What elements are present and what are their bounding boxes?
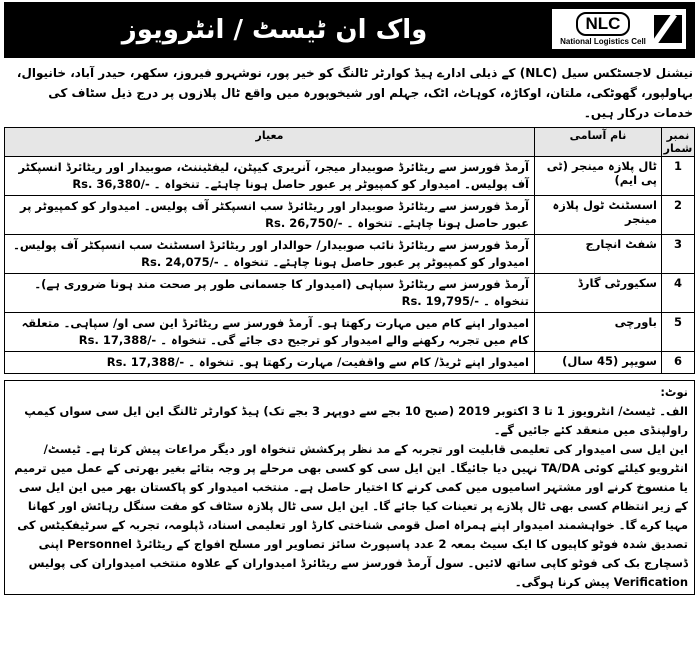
table-row <box>5 352 695 374</box>
table-row <box>5 157 695 196</box>
row-num: 5 <box>662 313 695 352</box>
row-salary: Rs. 19,795/- <box>401 294 480 308</box>
row-criteria <box>5 352 535 374</box>
logo-acronym: NLC <box>576 12 631 36</box>
row-post: سکیورٹی گارڈ <box>535 274 662 313</box>
row-post: سویپر (45 سال) <box>535 352 662 374</box>
nlc-logo <box>551 8 687 50</box>
table-row <box>5 235 695 274</box>
row-salary: Rs. 26,750/- <box>265 216 343 230</box>
row-num: 2 <box>662 196 695 235</box>
row-post: اسسٹنٹ ٹول پلازہ مینجر <box>535 196 662 235</box>
row-criteria <box>5 274 535 313</box>
row-salary: Rs. 24,075/- <box>141 255 219 269</box>
page-title: واک ان ٹیسٹ / انٹرویوز <box>121 15 428 45</box>
row-criteria <box>5 235 535 274</box>
row-desc: آرمڈ فورسز سے ریٹائرڈ صوبیدار میجر، آنریری کیپٹن، لیفٹیننٹ، صوبیدار اور ریٹائرڈ انسپکٹر آف پولیس۔ امیدوار کو کمپیوٹر پر عبور حاصل ہونا چاہئے۔ تنخواہ ۔ <box>18 160 529 191</box>
row-desc: آرمڈ فورسز سے ریٹائرڈ نائب صوبیدار/ حوالدار اور ریٹائرڈ اسسٹنٹ سب انسپکٹر آف پولیس۔ امیدوار کو کمپیوٹر پر عبور حاصل ہونا چاہئے۔ تنخواہ ۔ <box>13 238 529 269</box>
row-desc: آرمڈ فورسز سے ریٹائرڈ سپاہی (امیدوار کا جسمانی طور پر صحت مند ہونا ضروری ہے)۔ تنخواہ ۔ <box>34 277 529 308</box>
notes-title: نوٹ: <box>660 385 688 399</box>
row-desc: امیدوار اپنے ٹریڈ/ کام سے واقفیت/ مہارت رکھتا ہو۔ تنخواہ ۔ <box>188 355 529 369</box>
row-num: 4 <box>662 274 695 313</box>
header-banner <box>4 2 695 58</box>
notes-box <box>4 380 695 595</box>
row-salary: Rs. 36,380/- <box>72 177 150 191</box>
logo-subtitle: National Logistics Cell <box>560 37 646 46</box>
notes-line: این ایل سی امیدوار کی تعلیمی قابلیت اور تجربہ کے مد نظر پرکشش تنخواہ اور دیگر مراعات پیش کرتا ہے۔ ٹیسٹ/ انٹرویو کیلئے کوئی TA/DA نہیں دیا جائیگا۔ این ایل سی کو کسی بھی مرحلے پر وجہ بتائے بغیر بھرتی کے عمل میں ترمیم یا منسوخ کرنے اور مشتہر اسامیوں میں کمی کرنے کا اختیار حاصل ہے۔ منتخب امیدوار کو پاکستان بھر میں این ایل سی کے زیر انتظام کسی بھی ٹال پلازے پر تعینات کیا جائے گا۔ این ایل سی ٹال پلازہ سٹاف کو مفت سنگل رہائش اور کھانا مہیا کرے گا۔ خواہشمند امیدوار اپنے ہمراہ اصل قومی شناختی کارڈ اور تعلیمی اسناد، ڈپلومہ، تجربہ کے سرٹیفکیٹس کی تصدیق شدہ فوٹو کاپیوں کا ایک سیٹ بمعہ 2 عدد پاسپورٹ سائز تصاویر اور مسلح افواج کے ریٹائرڈ Personnel اپنی ڈسچارج بک کی فوٹو کاپی ساتھ لائیں۔ سول آرمڈ فورسز سے ریٹائرڈ امیدواران کے علاوہ منتخب امیدواران کی پولیس Verification پیش کرنا ہوگی۔ <box>14 442 688 589</box>
row-num: 1 <box>662 157 695 196</box>
vacancies-table <box>4 127 695 374</box>
table-row <box>5 274 695 313</box>
notes-line: الف۔ ٹیسٹ/ انٹرویوز 1 تا 3 اکتوبر 2019 (صبح 10 بجے سے دوپہر 3 بجے تک) ہیڈ کوارٹر ٹالنگ این ایل سی سواں کیمپ راولپنڈی میں منعقد کئے جائیں گے۔ <box>24 404 688 437</box>
row-salary: Rs. 17,388/- <box>78 333 157 347</box>
row-post: شفٹ انچارج <box>535 235 662 274</box>
row-num: 6 <box>662 352 695 374</box>
table-row <box>5 196 695 235</box>
table-row <box>5 313 695 352</box>
row-desc: امیدوار اپنے کام میں مہارت رکھتا ہو۔ آرمڈ فورسز سے ریٹائرڈ این سی او/ سپاہی۔ متعلقہ کام میں تجربہ رکھنے والے امیدوار کو ترجیح دی جائے گی۔ تنخواہ ۔ <box>21 316 529 347</box>
row-desc: آرمڈ فورسز سے ریٹائرڈ صوبیدار اور ریٹائرڈ سب انسپکٹر آف پولیس۔ امیدوار کو کمپیوٹر پر عبور حاصل ہونا چاہئے۔ تنخواہ ۔ <box>19 199 529 230</box>
row-criteria <box>5 157 535 196</box>
header-criteria: معیار <box>5 128 535 157</box>
row-post: باورچی <box>535 313 662 352</box>
intro-paragraph: نیشنل لاجسٹکس سیل (NLC) کے ذیلی ادارے ہیڈ کوارٹر ٹالنگ کو خیر پور، نوشہرو فیروز، سکھر، حیدر آباد، خانیوال، بہاولپور، گھوٹکی، ملتان، اوکاڑہ، کوہاٹ، اٹک، جہلم اور شیخوپورہ میں واقع ٹال پلازوں پر درج ذیل سٹاف کی خدمات درکار ہیں۔ <box>16 66 693 120</box>
row-criteria <box>5 196 535 235</box>
table-header-row <box>5 128 695 157</box>
row-num: 3 <box>662 235 695 274</box>
row-criteria <box>5 313 535 352</box>
header-post: نام آسامی <box>535 128 662 157</box>
row-salary: Rs. 17,388/- <box>106 355 185 369</box>
header-num: نمبر شمار <box>662 128 695 157</box>
row-post: ٹال پلازہ مینجر (ٹی پی ایم) <box>535 157 662 196</box>
logo-mark-icon <box>654 15 682 43</box>
